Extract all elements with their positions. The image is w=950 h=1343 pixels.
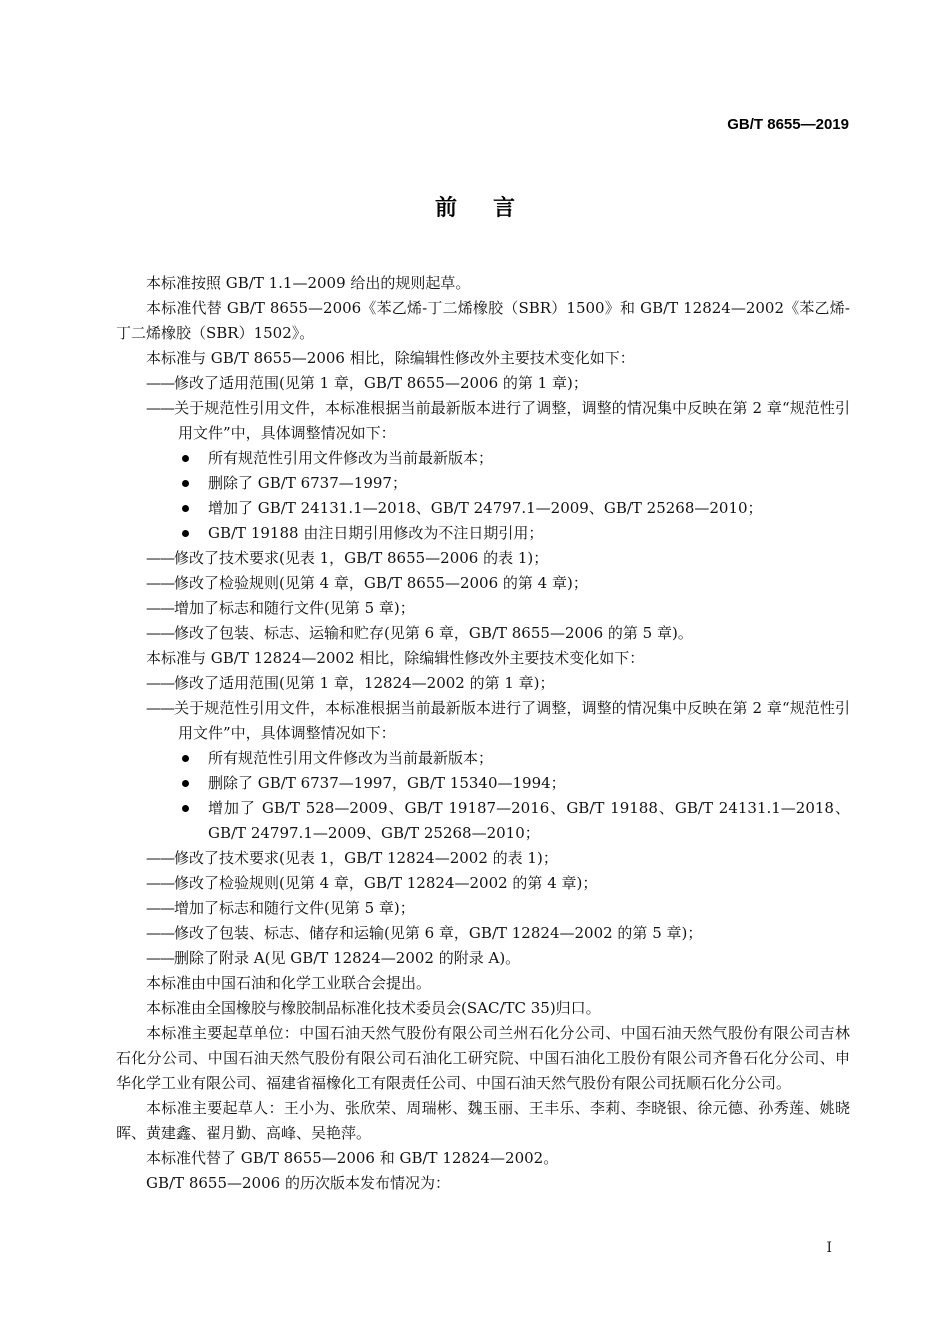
change-item: [116, 846, 850, 871]
list-item-text: 增加了 GB/T 24131.1—2018、GB/T 24797.1—2009、GB/T 25268—2010；: [208, 499, 763, 517]
change-item-text: 修改了检验规则(见第 4 章，GB/T 12824—2002 的第 4 章)；: [174, 874, 598, 892]
change-item-text: 关于规范性引用文件，本标准根据当前最新版本进行了调整，调整的情况集中反映在第 2 章“规范性引用文件”中，具体调整情况如下：: [174, 399, 850, 442]
list-item-text: 删除了 GB/T 6737—1997；: [208, 474, 407, 492]
change-item-text: 修改了适用范围(见第 1 章，GB/T 8655—2006 的第 1 章)；: [174, 374, 588, 392]
list-item: [178, 496, 850, 521]
dash-mark: ——: [146, 549, 174, 567]
bullet-list: [116, 446, 850, 546]
list-item-text: 删除了 GB/T 6737—1997，GB/T 15340—1994；: [208, 774, 566, 792]
change-item: [116, 921, 850, 946]
list-item-text: GB/T 19188 由注日期引用修改为不注日期引用；: [208, 524, 544, 542]
standard-number: GB/T 8655—2019: [727, 116, 849, 133]
list-item-text: 所有规范性引用文件修改为当前最新版本；: [208, 449, 494, 467]
change-item-text: 修改了包装、标志、运输和贮存(见第 6 章，GB/T 8655—2006 的第 5 章)。: [174, 624, 693, 642]
paragraph: 本标准主要起草单位：中国石油天然气股份有限公司兰州石化分公司、中国石油天然气股份有限公司吉林石化分公司、中国石油天然气股份有限公司石油化工研究院、中国石油化工股份有限公司齐鲁石化分公司、申华化学工业有限公司、福建省福橡化工有限责任公司、中国石油天然气股份有限公司抚顺石化分公司。: [116, 1024, 850, 1092]
change-item-text: 修改了包装、标志、储存和运输(见第 6 章，GB/T 12824—2002 的第 5 章)；: [174, 924, 703, 942]
paragraph: 本标准由中国石油和化学工业联合会提出。: [146, 974, 432, 992]
change-item: [116, 571, 850, 596]
dash-mark: ——: [146, 899, 174, 917]
change-item: [116, 621, 850, 646]
foreword-body: [116, 271, 850, 1196]
change-item: [116, 671, 850, 696]
page-title: 前言: [434, 196, 551, 221]
dash-mark: ——: [146, 674, 174, 692]
paragraph: 本标准按照 GB/T 1.1—2009 给出的规则起草。: [146, 274, 471, 292]
dash-mark: ——: [146, 699, 174, 717]
bullet-icon: [182, 755, 189, 762]
bullet-icon: [182, 780, 189, 787]
list-item: [178, 446, 850, 471]
change-item: [116, 396, 850, 446]
paragraph: 本标准代替了 GB/T 8655—2006 和 GB/T 12824—2002。: [146, 1149, 559, 1167]
change-item-text: 删除了附录 A(见 GB/T 12824—2002 的附录 A)。: [174, 949, 521, 967]
list-item-text: 所有规范性引用文件修改为当前最新版本；: [208, 749, 494, 767]
bullet-icon: [182, 805, 189, 812]
list-item: [178, 471, 850, 496]
dash-mark: ——: [146, 374, 174, 392]
bullet-icon: [182, 455, 189, 462]
change-item-text: 修改了适用范围(见第 1 章，12824—2002 的第 1 章)；: [174, 674, 555, 692]
change-item: [116, 546, 850, 571]
change-item-text: 关于规范性引用文件，本标准根据当前最新版本进行了调整，调整的情况集中反映在第 2 章“规范性引用文件”中，具体调整情况如下：: [174, 699, 850, 742]
bullet-list: [116, 746, 850, 846]
bullet-icon: [182, 480, 189, 487]
change-item: [116, 946, 850, 971]
change-item-text: 增加了标志和随行文件(见第 5 章)；: [174, 899, 415, 917]
dash-mark: ——: [146, 624, 174, 642]
change-item: [116, 871, 850, 896]
change-item-text: 增加了标志和随行文件(见第 5 章)；: [174, 599, 415, 617]
list-item: [178, 746, 850, 771]
list-item: [178, 771, 850, 796]
paragraph: 本标准由全国橡胶与橡胶制品标准化技术委员会(SAC/TC 35)归口。: [146, 999, 601, 1017]
paragraph: 本标准代替 GB/T 8655—2006《苯乙烯-丁二烯橡胶（SBR）1500》和 GB/T 12824—2002《苯乙烯-丁二烯橡胶（SBR）1502》。: [116, 299, 850, 342]
dash-mark: ——: [146, 399, 174, 417]
list-item-text: 增加了 GB/T 528—2009、GB/T 19187—2016、GB/T 19188、GB/T 24131.1—2018、GB/T 24797.1—2009、GB/T 25268—2010；: [208, 799, 850, 842]
dash-mark: ——: [146, 874, 174, 892]
bullet-icon: [182, 505, 189, 512]
change-item-text: 修改了技术要求(见表 1，GB/T 12824—2002 的表 1)；: [174, 849, 558, 867]
paragraph: GB/T 8655—2006 的历次版本发布情况为：: [146, 1174, 450, 1192]
change-item-text: 修改了检验规则(见第 4 章，GB/T 8655—2006 的第 4 章)；: [174, 574, 588, 592]
dash-mark: ——: [146, 949, 174, 967]
page-number: I: [826, 1240, 832, 1256]
dash-mark: ——: [146, 599, 174, 617]
change-item: [116, 596, 850, 621]
paragraph: 本标准主要起草人：王小为、张欣荣、周瑞彬、魏玉丽、王丰乐、李莉、李晓银、徐元德、孙秀莲、姚晓晖、黄建鑫、翟月勤、高峰、吴艳萍。: [116, 1099, 850, 1142]
list-item: [178, 796, 850, 846]
bullet-icon: [182, 530, 189, 537]
dash-mark: ——: [146, 849, 174, 867]
change-item: [116, 896, 850, 921]
paragraph: 本标准与 GB/T 8655—2006 相比，除编辑性修改外主要技术变化如下：: [146, 349, 635, 367]
paragraph: 本标准与 GB/T 12824—2002 相比，除编辑性修改外主要技术变化如下：: [146, 649, 645, 667]
change-item-text: 修改了技术要求(见表 1，GB/T 8655—2006 的表 1)；: [174, 549, 549, 567]
change-item: [116, 696, 850, 746]
dash-mark: ——: [146, 924, 174, 942]
list-item: [178, 521, 850, 546]
dash-mark: ——: [146, 574, 174, 592]
change-item: [116, 371, 850, 396]
